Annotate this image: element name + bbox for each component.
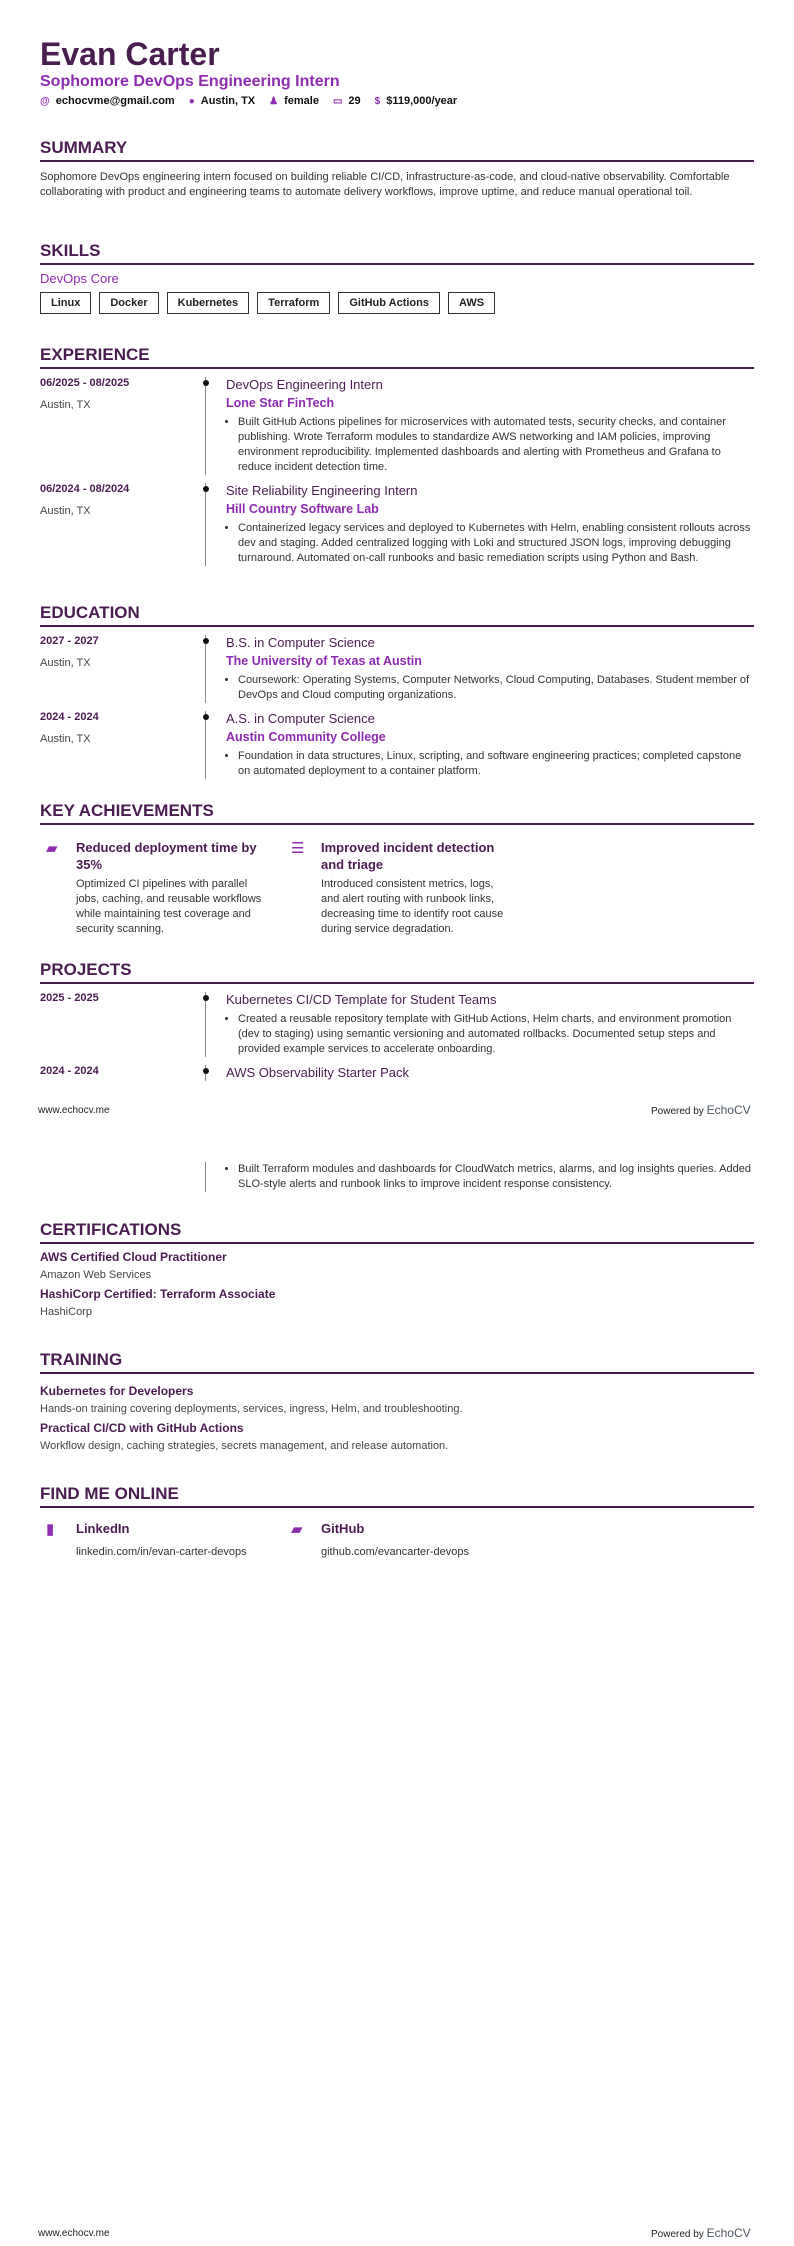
footer-site[interactable]: www.echocv.me (38, 2228, 110, 2239)
cert-issuer: HashiCorp (40, 1306, 92, 1318)
training-desc: Workflow design, caching strategies, secrets management, and release automation. (40, 1440, 449, 1452)
bullet: • Built GitHub Actions pipelines for microservices with automated tests, security checks, and container publishing. Wrote Terraform modules to standardize AWS networking and IAM policies, improving environment reproducibility. Implemented dashboards and alerting with Prometheus and Grafana to reduce incident detection time. (238, 415, 754, 475)
experience-entry (40, 483, 754, 566)
section-heading: CERTIFICATIONS (40, 1220, 754, 1244)
calendar-icon: ▭ (332, 95, 343, 107)
section-heading: SKILLS (40, 241, 754, 265)
online-url[interactable]: linkedin.com/in/evan-carter-devops (76, 1546, 247, 1558)
entry-location: Austin, TX (40, 505, 91, 517)
achievement-desc: Introduced consistent metrics, logs, and alert routing with runbook links, decreasing time to identify root cause during service degradation. (321, 878, 504, 935)
skill-tag: GitHub Actions (338, 292, 440, 314)
dollar-icon: $ (374, 95, 381, 107)
timeline-dot (203, 1068, 209, 1074)
training-section (40, 1350, 754, 1452)
bullet: • Foundation in data structures, Linux, scripting, and software engineering practices; completed capstone on automated deployment to a container platform. (238, 749, 754, 779)
footer-powered (651, 1103, 751, 1117)
brand-logo: EchoCV (706, 2226, 751, 2240)
timeline-dot (203, 638, 209, 644)
entry-location: Austin, TX (40, 657, 91, 669)
online-item (40, 1520, 285, 1560)
achievement-item (285, 839, 530, 937)
candidate-title: Sophomore DevOps Engineering Intern (40, 73, 340, 90)
achievements-section (40, 801, 754, 937)
file-icon: ▰ (291, 1521, 303, 1538)
experience-entry (40, 377, 754, 475)
entry-location: Austin, TX (40, 733, 91, 745)
database-icon: ☰ (291, 840, 305, 857)
section-heading: FIND ME ONLINE (40, 1484, 754, 1508)
training-name: Kubernetes for Developers (40, 1384, 194, 1398)
project-title: AWS Observability Starter Pack (226, 1065, 410, 1080)
skill-tag: AWS (448, 292, 495, 314)
achievement-desc: Optimized CI pipelines with parallel jobs, caching, and reusable workflows while maintaining test coverage and security scanning. (76, 878, 262, 935)
candidate-name: Evan Carter (40, 36, 220, 72)
footer-site[interactable]: www.echocv.me (38, 1105, 110, 1116)
entry-date: 2027 - 2027 (40, 635, 99, 647)
skill-tag: Docker (99, 292, 158, 314)
bullet: • Built Terraform modules and dashboards for CloudWatch metrics, alarms, and log insights queries. Added SLO-style alerts and runbook links to improve incident response consistency. (238, 1162, 754, 1192)
certifications-section (40, 1220, 754, 1318)
gender: female (284, 95, 319, 107)
school: The University of Texas at Austin (226, 654, 422, 668)
skill-tag: Linux (40, 292, 91, 314)
entry-date: 06/2025 - 08/2025 (40, 377, 130, 389)
degree: A.S. in Computer Science (226, 711, 375, 726)
project-entry (40, 1065, 754, 1081)
training-name: Practical CI/CD with GitHub Actions (40, 1421, 244, 1435)
salary: $119,000/year (386, 95, 458, 107)
section-heading: TRAINING (40, 1350, 754, 1374)
entry-date: 06/2024 - 08/2024 (40, 483, 130, 495)
projects-section (40, 960, 754, 1081)
school: Austin Community College (226, 730, 386, 744)
cert-issuer: Amazon Web Services (40, 1269, 152, 1281)
section-heading: EXPERIENCE (40, 345, 754, 369)
summary-section (40, 138, 754, 200)
project-title: Kubernetes CI/CD Template for Student Teams (226, 992, 497, 1007)
timeline-dot (203, 995, 209, 1001)
contact-bar (40, 95, 457, 107)
project-entry (40, 992, 754, 1057)
user-icon: ♟ (269, 95, 279, 107)
section-heading: PROJECTS (40, 960, 754, 984)
achievement-title: Reduced deployment time by 35% (76, 840, 257, 872)
cert-name: AWS Certified Cloud Practitioner (40, 1250, 227, 1264)
online-name: GitHub (321, 1521, 365, 1536)
bullet: • Coursework: Operating Systems, Computer Networks, Cloud Computing, Databases. Student member of DevOps and Cloud computing organizations. (238, 673, 754, 703)
company: Hill Country Software Lab (226, 502, 379, 516)
skill-tag: Kubernetes (167, 292, 250, 314)
education-entry (40, 635, 754, 703)
timeline-dot (203, 486, 209, 492)
online-url[interactable]: github.com/evancarter-devops (321, 1546, 469, 1558)
experience-section (40, 345, 754, 566)
skills-section (40, 241, 754, 314)
bookmark-icon: ▮ (46, 1521, 55, 1538)
file-icon: ▰ (46, 840, 58, 857)
timeline-dot (203, 714, 209, 720)
entry-date: 2025 - 2025 (40, 992, 99, 1004)
skill-tag: Terraform (257, 292, 330, 314)
skill-group: DevOps Core (40, 271, 119, 286)
project-continuation (205, 1162, 754, 1192)
bullet: • Created a reusable repository template with GitHub Actions, Helm charts, and environment promotion (dev to staging) using semantic versioning and automated rollbacks. Documented setup steps and provided example services to accelerate onboarding. (238, 1012, 754, 1057)
education-entry (40, 711, 754, 779)
footer-powered (651, 2226, 751, 2240)
job-title: DevOps Engineering Intern (226, 377, 383, 392)
entry-location: Austin, TX (40, 399, 91, 411)
section-heading: KEY ACHIEVEMENTS (40, 801, 754, 825)
age: 29 (348, 95, 361, 107)
timeline-dot (203, 380, 209, 386)
online-item (285, 1520, 530, 1560)
company: Lone Star FinTech (226, 396, 335, 410)
degree: B.S. in Computer Science (226, 635, 375, 650)
location-pin-icon: ● (188, 95, 195, 107)
section-heading: EDUCATION (40, 603, 754, 627)
education-section (40, 603, 754, 779)
training-desc: Hands-on training covering deployments, services, ingress, Helm, and troubleshooting. (40, 1403, 463, 1415)
at-icon: @ (40, 95, 50, 107)
online-section (40, 1484, 754, 1560)
job-title: Site Reliability Engineering Intern (226, 483, 418, 498)
email[interactable]: echocvme@gmail.com (55, 95, 175, 107)
achievement-title: Improved incident detection and triage (321, 840, 495, 872)
powered-by-text: Powered by (651, 1106, 704, 1117)
brand-logo: EchoCV (706, 1103, 751, 1117)
entry-date: 2024 - 2024 (40, 1065, 99, 1077)
entry-date: 2024 - 2024 (40, 711, 99, 723)
location: Austin, TX (200, 95, 256, 107)
achievement-item (40, 839, 285, 937)
section-heading: SUMMARY (40, 138, 754, 162)
online-name: LinkedIn (76, 1521, 130, 1536)
cert-name: HashiCorp Certified: Terraform Associate (40, 1287, 276, 1301)
powered-by-text: Powered by (651, 2229, 704, 2240)
bullet: • Containerized legacy services and deployed to Kubernetes with Helm, enabling consistent rollouts across dev and staging. Added centralized logging with Loki and structured JSON logs, improving debugging turnaround. Automated on-call runbooks and basic remediation scripts using Python and Bash. (238, 521, 754, 566)
summary-text: Sophomore DevOps engineering intern focused on building reliable CI/CD, infrastructure-as-code, and cloud-native observability. Comfortable collaborating with product and engineering teams to automate delivery workflows, improve uptime, and reduce manual operational toil. (40, 171, 730, 198)
